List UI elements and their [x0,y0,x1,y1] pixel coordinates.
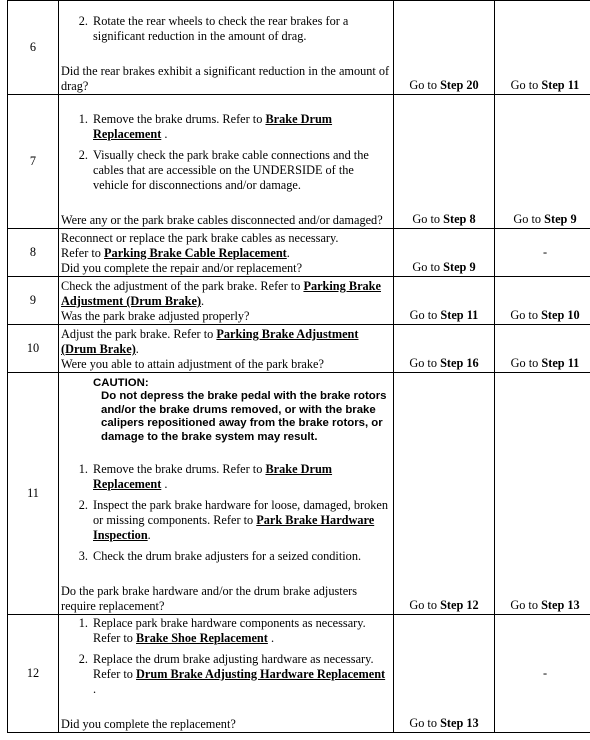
table-row [8,373,590,615]
list-item [61,148,391,193]
question-text: Did you complete the replacement? [61,717,236,731]
yes-cell [394,615,495,733]
parking-brake-cable-replacement-link[interactable]: Parking Brake Cable Replacement [104,246,287,260]
no-step-link[interactable]: Step 11 [541,356,580,370]
item-text: Remove the brake drums. Refer to [93,112,266,126]
action-cell [59,229,394,277]
item-number: 2. [78,652,88,666]
instruction-list [61,14,391,44]
no-cell [495,95,590,229]
table-row [8,95,590,229]
no-step-link[interactable]: Step 11 [541,78,580,92]
item-number: 3. [78,549,88,563]
item-text: Replace park brake hardware components as necessary. Refer to [93,616,366,645]
list-item [61,14,391,44]
item-text: Inspect the park brake hardware for loose, damaged, broken or missing components. Refer to [93,498,388,527]
table-row [8,615,590,733]
action-text-end: . [201,294,205,308]
step-number: 11 [8,373,59,615]
table-row [8,229,590,277]
action-cell [59,373,394,615]
go-to-prefix: Go to [409,78,441,92]
action-cell [59,1,394,95]
step-number: 7 [8,95,59,229]
yes-step-link[interactable]: Step 11 [440,308,479,322]
no-step-link[interactable]: Step 9 [544,212,577,226]
yes-step-link[interactable]: Step 12 [440,598,479,612]
step-number: 8 [8,229,59,277]
go-to-prefix: Go to [409,308,441,322]
yes-step-link[interactable]: Step 8 [443,212,476,226]
item-text: Remove the brake drums. Refer to [93,462,266,476]
action-text: Refer to [61,246,105,260]
go-to-prefix: Go to [510,598,542,612]
item-number: 1. [78,112,88,126]
go-to-prefix: Go to [510,356,542,370]
item-text-end: . [161,477,168,491]
instruction-list [61,616,391,697]
yes-cell [394,1,495,95]
list-item [61,498,391,543]
no-cell: - [495,229,590,277]
go-to-prefix: Go to [513,212,545,226]
action-text-end: . [135,342,139,356]
list-item [61,652,391,697]
action-text-end: . [286,246,290,260]
item-text-end: . [267,631,275,645]
question-text: Do the park brake hardware and/or the drum brake adjusters require replacement? [61,584,358,613]
question-text: Did you complete the repair and/or replacement? [61,261,303,275]
instruction-list [61,112,391,193]
item-text-end: . [161,127,168,141]
step-number: 12 [8,615,59,733]
yes-cell [394,373,495,615]
park-brake-hardware-inspection-link[interactable]: Park Brake Hardware Inspection [93,513,375,542]
instruction-list [61,462,391,564]
list-item [61,112,391,142]
list-item [61,462,391,492]
drum-brake-adjusting-hardware-link[interactable]: Drum Brake Adjusting Hardware Replacement [136,667,386,681]
parking-brake-adjustment-link[interactable]: Parking Brake Adjustment (Drum Brake) [61,327,359,356]
diagnostic-table [7,0,590,733]
go-to-prefix: Go to [409,598,441,612]
brake-drum-replacement-link[interactable]: Brake Drum Replacement [93,112,333,141]
yes-step-link[interactable]: Step 9 [443,260,476,274]
item-text: Visually check the park brake cable connections and the cables that are accessible on the UNDERSIDE of the vehicle for disconnections and/or damage. [93,148,369,192]
go-to-prefix: Go to [412,260,444,274]
action-text: Adjust the park brake. Refer to [61,327,217,341]
table-row [8,325,590,373]
step-number: 10 [8,325,59,373]
no-cell: - [495,615,590,733]
item-number: 2. [78,14,88,28]
yes-cell [394,229,495,277]
question-text: Were any or the park brake cables disconnected and/or damaged? [61,213,383,227]
list-item [61,616,391,646]
table-row [8,1,590,95]
go-to-prefix: Go to [412,212,444,226]
yes-step-link[interactable]: Step 16 [440,356,479,370]
item-text: Replace the drum brake adjusting hardware as necessary. Refer to [93,652,374,681]
item-number: 2. [78,498,88,512]
action-cell [59,277,394,325]
parking-brake-adjustment-link[interactable]: Parking Brake Adjustment (Drum Brake) [61,279,381,308]
yes-cell [394,325,495,373]
yes-step-link[interactable]: Step 20 [440,78,479,92]
step-number: 6 [8,1,59,95]
no-cell [495,1,590,95]
go-to-prefix: Go to [409,356,441,370]
action-text: Reconnect or replace the park brake cables as necessary. [61,231,339,245]
question-text: Were you able to attain adjustment of the park brake? [61,357,324,371]
question-text: Did the rear brakes exhibit a significant reduction in the amount of drag? [61,64,390,93]
go-to-prefix: Go to [510,78,542,92]
yes-cell [394,277,495,325]
yes-cell [394,95,495,229]
question-text: Was the park brake adjusted properly? [61,309,250,323]
item-text: Check the drum brake adjusters for a seized condition. [93,549,362,563]
action-cell [59,615,394,733]
brake-shoe-replacement-link[interactable]: Brake Shoe Replacement [136,631,268,645]
step-number: 9 [8,277,59,325]
no-step-link[interactable]: Step 10 [541,308,580,322]
action-cell [59,95,394,229]
item-text-end: . [93,682,97,696]
caution-notice [61,377,391,445]
item-number: 1. [78,616,88,630]
yes-step-link[interactable]: Step 13 [440,716,479,730]
caution-text: Do not depress the brake pedal with the brake rotors and/or the brake drums removed, or with the brake calipers repositioned away from the brake rotors, or damage to the brake system may result. [101,390,387,443]
table-row [8,277,590,325]
no-cell [495,373,590,615]
go-to-prefix: Go to [409,716,441,730]
item-text: Rotate the rear wheels to check the rear brakes for a significant reduction in the amount of drag. [93,14,349,43]
action-cell [59,325,394,373]
item-number: 1. [78,462,88,476]
list-item [61,549,391,564]
no-cell [495,277,590,325]
action-text: Check the adjustment of the park brake. Refer to [61,279,304,293]
no-step-link[interactable]: Step 13 [541,598,580,612]
go-to-prefix: Go to [510,308,542,322]
no-cell [495,325,590,373]
item-number: 2. [78,148,88,162]
caution-title: CAUTION: [93,376,149,389]
item-text-end: . [147,528,151,542]
brake-drum-replacement-link[interactable]: Brake Drum Replacement [93,462,333,491]
